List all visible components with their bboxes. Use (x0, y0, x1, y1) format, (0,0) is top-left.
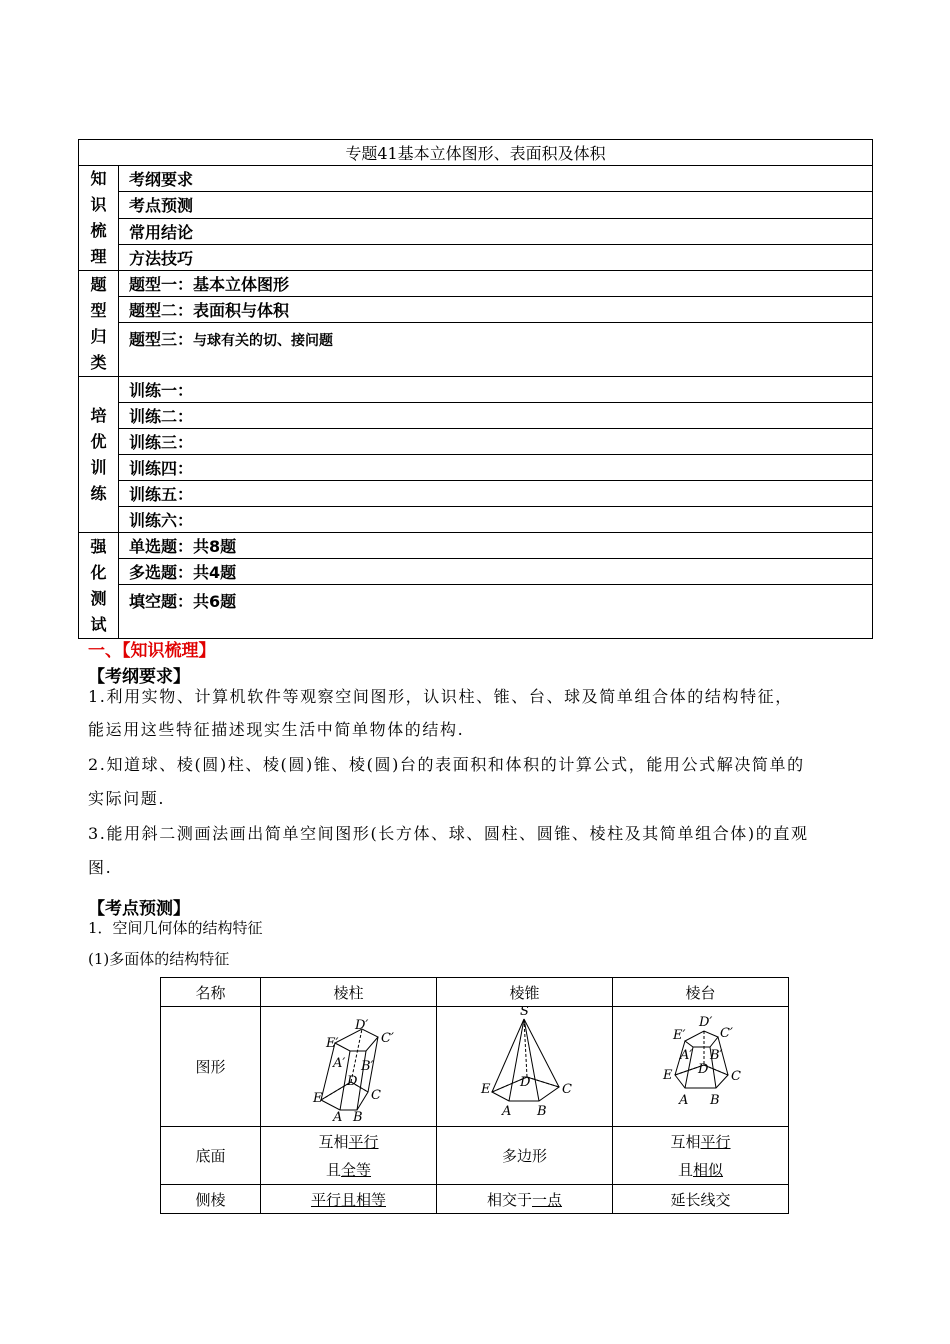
pyramid-base: 多边形 (437, 1127, 613, 1185)
prism-base: 互相平行 且全等 (261, 1127, 437, 1185)
outline-item[interactable]: 填空题：共6题 (119, 585, 873, 639)
outline-item[interactable]: 常用结论 (119, 218, 873, 244)
svg-text:C: C (731, 1069, 741, 1084)
svg-text:A: A (502, 1104, 512, 1119)
req-line-4: 实际问题. (88, 789, 166, 808)
outline-item[interactable]: 训练三： (119, 429, 873, 455)
outline-item[interactable]: 多选题：共4题 (119, 559, 873, 585)
outline-table (78, 139, 873, 639)
svg-text:E′: E′ (673, 1028, 686, 1043)
row-label-base: 底面 (161, 1127, 261, 1185)
svg-text:D′: D′ (699, 1015, 713, 1030)
group-label-knowledge: 知 识 梳 理 (79, 166, 119, 271)
outline-item[interactable]: 题型三：与球有关的切、接问题 (119, 323, 873, 377)
req-line-6: 图. (88, 858, 113, 877)
section-heading: 一、【知识梳理】 (88, 641, 216, 661)
prism-figure (261, 1007, 436, 1122)
svg-text:E′: E′ (326, 1036, 339, 1051)
svg-text:E: E (313, 1091, 323, 1106)
svg-text:E: E (481, 1082, 491, 1097)
row-label-figure: 图形 (161, 1007, 261, 1127)
outline-item[interactable]: 训练二： (119, 403, 873, 429)
svg-text:C: C (371, 1088, 381, 1103)
prism-edge: 平行且相等 (261, 1185, 437, 1214)
frustum-base: 互相平行 且相似 (613, 1127, 789, 1185)
outline-item[interactable]: 训练一： (119, 377, 873, 403)
outline-item[interactable]: 题型一：基本立体图形 (119, 271, 873, 297)
req-line-2: 能运用这些特征描述现实生活中简单物体的结构. (88, 720, 465, 739)
header-prism: 棱柱 (261, 978, 437, 1007)
svg-text:C′: C′ (720, 1026, 733, 1041)
svg-text:A′: A′ (333, 1056, 346, 1071)
outline-item[interactable]: 训练五： (119, 481, 873, 507)
outline-item[interactable]: 单选题：共8题 (119, 533, 873, 559)
group-label-types: 题 型 归 类 (79, 271, 119, 377)
row-label-edge: 侧棱 (161, 1185, 261, 1214)
svg-text:D: D (347, 1074, 358, 1089)
svg-text:B′: B′ (710, 1048, 723, 1063)
req-line-5: 3.能用斜二测画法画出简单空间图形(长方体、球、圆柱、圆锥、棱柱及其简单组合体)的直观 (88, 824, 809, 843)
prediction-heading: 【考点预测】 (88, 899, 190, 919)
outline-item[interactable]: 训练六： (119, 507, 873, 533)
outline-item[interactable]: 考点预测 (119, 192, 873, 218)
svg-text:B: B (710, 1093, 720, 1108)
header-pyramid: 棱锥 (437, 978, 613, 1007)
frustum-edge: 延长线交 (613, 1185, 789, 1214)
pyramid-figure (437, 1007, 612, 1122)
svg-text:B: B (537, 1104, 547, 1119)
header-name: 名称 (161, 978, 261, 1007)
prediction-item-1: 1．空间几何体的结构特征 (88, 919, 263, 937)
outline-item[interactable]: 题型二：表面积与体积 (119, 297, 873, 323)
pyramid-edge: 相交于一点 (437, 1185, 613, 1214)
svg-text:B: B (353, 1110, 363, 1122)
frustum-figure-cell (613, 1007, 789, 1127)
svg-text:A′: A′ (680, 1048, 693, 1063)
svg-text:E: E (663, 1068, 673, 1083)
group-label-training: 培 优 训 练 (79, 377, 119, 533)
svg-text:C: C (562, 1082, 572, 1097)
requirements-heading: 【考纲要求】 (88, 667, 190, 687)
svg-text:S: S (520, 1007, 529, 1019)
prediction-item-2: (1)多面体的结构特征 (88, 950, 230, 968)
header-frustum: 棱台 (613, 978, 789, 1007)
svg-text:D′: D′ (355, 1018, 369, 1033)
pyramid-figure-cell (437, 1007, 613, 1127)
group-label-test: 强 化 测 试 (79, 533, 119, 639)
outline-item[interactable]: 训练四： (119, 455, 873, 481)
outline-item[interactable]: 考纲要求 (119, 166, 873, 192)
frustum-figure (613, 1007, 788, 1122)
req-line-3: 2.知道球、棱(圆)柱、棱(圆)锥、棱(圆)台的表面积和体积的计算公式，能用公式解决简单的 (88, 755, 805, 774)
svg-text:D: D (698, 1062, 709, 1077)
prism-figure-cell (261, 1007, 437, 1127)
svg-text:A: A (333, 1110, 343, 1122)
polyhedron-table (160, 977, 789, 1214)
svg-text:D: D (520, 1075, 531, 1090)
svg-text:A: A (679, 1093, 689, 1108)
svg-text:B′: B′ (361, 1059, 374, 1074)
req-line-1: 1.利用实物、计算机软件等观察空间图形，认识柱、锥、台、球及简单组合体的结构特征， (88, 687, 793, 706)
outline-item[interactable]: 方法技巧 (119, 244, 873, 270)
outline-title: 专题41基本立体图形、表面积及体积 (79, 140, 873, 166)
svg-text:C′: C′ (381, 1031, 394, 1046)
